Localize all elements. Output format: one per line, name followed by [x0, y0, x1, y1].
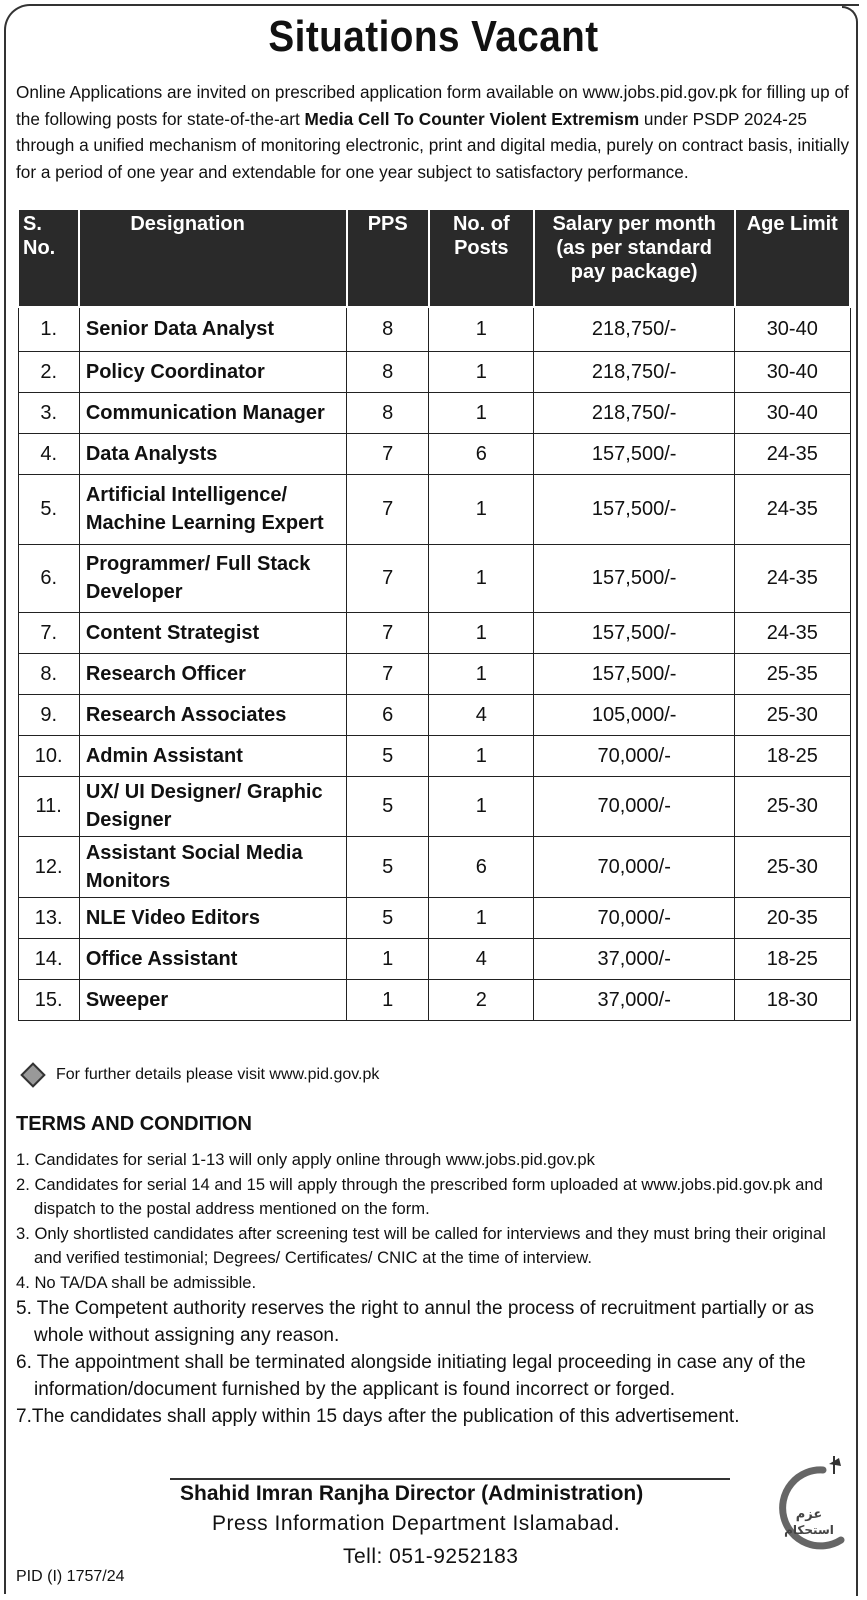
table-row [18, 938, 850, 979]
posts-cell: 1 [429, 735, 534, 776]
intro-text-2: under PSDP 2024-25 through a unified mechanism of monitoring electronic, print and digital media, purely on contract basis, initially for a period of one year and extendable for one year subject to satisfactory performance. [16, 108, 850, 182]
salary-cell: 157,500/- [534, 474, 735, 544]
pps-cell: 7 [347, 544, 429, 612]
age-limit-cell: 18-30 [735, 979, 850, 1020]
signatory-name: Shahid Imran Ranjha Director (Administration) [180, 1482, 644, 1505]
term-item: 5. The Competent authority reserves the right to annul the process of recruitment partially or as whole without assigning any reason. [16, 1298, 815, 1346]
designation-cell: Communication Manager [79, 392, 346, 433]
azm-e-istehkam-logo-icon [763, 1450, 849, 1570]
term-item: 3. Only shortlisted candidates after screening test will be called for interviews and they must bring their original and verified testimonial; Degrees/ Certificates/ CNIC at the time of interview. [16, 1223, 826, 1267]
table-row [18, 612, 850, 653]
designation-cell: Admin Assistant [79, 735, 346, 776]
pps-cell: 7 [347, 433, 429, 474]
header-pps: PPS [347, 210, 429, 307]
age-limit-cell: 24-35 [735, 433, 850, 474]
posts-cell: 6 [429, 836, 534, 897]
table-row [18, 307, 850, 351]
posts-cell: 1 [429, 612, 534, 653]
terms-list [16, 1148, 852, 1430]
designation-cell: UX/ UI Designer/ Graphic Designer [79, 776, 346, 836]
designation-cell: Artificial Intelligence/ Machine Learning Expert [79, 474, 346, 544]
pps-cell: 1 [347, 979, 429, 1020]
posts-cell: 1 [429, 776, 534, 836]
posts-cell: 1 [429, 544, 534, 612]
vacancies-table [17, 210, 851, 1021]
posts-cell: 1 [429, 474, 534, 544]
further-details-text: For further details please visit www.pid.gov.pk [56, 1066, 380, 1083]
posts-cell: 1 [429, 307, 534, 351]
salary-cell: 157,500/- [534, 612, 735, 653]
pps-cell: 7 [347, 474, 429, 544]
pps-cell: 5 [347, 897, 429, 938]
age-limit-cell: 30-40 [735, 351, 850, 392]
age-limit-cell: 18-25 [735, 735, 850, 776]
age-limit-cell: 25-30 [735, 694, 850, 735]
logo-text: عزم [795, 1507, 823, 1522]
table-row [18, 544, 850, 612]
diamond-bullet-icon [20, 1062, 45, 1087]
terms-heading: TERMS AND CONDITION [16, 1113, 252, 1135]
salary-cell: 70,000/- [534, 735, 735, 776]
posts-cell: 1 [429, 392, 534, 433]
header-salary: Salary per month (as per standard pay package) [534, 210, 735, 307]
table-row [18, 474, 850, 544]
header-designation: Designation [79, 210, 346, 307]
table-row [18, 694, 850, 735]
table-row [18, 836, 850, 897]
salary-cell: 218,750/- [534, 351, 735, 392]
svg-text:استحکام: استحکام [784, 1523, 834, 1537]
term-item: 7.The candidates shall apply within 15 days after the publication of this advertisement. [16, 1406, 740, 1427]
age-limit-cell: 24-35 [735, 612, 850, 653]
salary-cell: 70,000/- [534, 836, 735, 897]
designation-cell: Office Assistant [79, 938, 346, 979]
salary-cell: 37,000/- [534, 979, 735, 1020]
serial-number-cell: 8. [18, 653, 79, 694]
intro-text-1: Online Applications are invited on prescribed application form available on www.jobs.pid.gov.pk for filling up of the following posts for state-of-the-art [16, 82, 849, 129]
age-limit-cell: 30-40 [735, 307, 850, 351]
serial-number-cell: 1. [18, 307, 79, 351]
age-limit-cell: 25-30 [735, 776, 850, 836]
pps-cell: 7 [347, 612, 429, 653]
designation-cell: NLE Video Editors [79, 897, 346, 938]
age-limit-cell: 25-30 [735, 836, 850, 897]
pps-cell: 8 [347, 351, 429, 392]
page-title: Situations Vacant [268, 12, 599, 61]
designation-cell: Data Analysts [79, 433, 346, 474]
table-row [18, 735, 850, 776]
serial-number-cell: 7. [18, 612, 79, 653]
posts-cell: 6 [429, 433, 534, 474]
serial-number-cell: 5. [18, 474, 79, 544]
designation-cell: Assistant Social Media Monitors [79, 836, 346, 897]
header-sn: S. No. [18, 210, 79, 307]
age-limit-cell: 24-35 [735, 474, 850, 544]
pps-cell: 7 [347, 653, 429, 694]
table-row [18, 392, 850, 433]
pps-cell: 5 [347, 735, 429, 776]
serial-number-cell: 15. [18, 979, 79, 1020]
pps-cell: 5 [347, 776, 429, 836]
signature-divider [170, 1478, 730, 1480]
posts-cell: 1 [429, 653, 534, 694]
designation-cell: Policy Coordinator [79, 351, 346, 392]
posts-cell: 4 [429, 694, 534, 735]
term-item: 2. Candidates for serial 14 and 15 will apply through the prescribed form uploaded at www.jobs.pid.gov.pk and dispatch to the postal address mentioned on the form. [16, 1174, 823, 1218]
salary-cell: 157,500/- [534, 544, 735, 612]
posts-cell: 1 [429, 351, 534, 392]
salary-cell: 157,500/- [534, 653, 735, 694]
signatory-telephone: Tell: 051-9252183 [343, 1545, 519, 1568]
table-row [18, 776, 850, 836]
serial-number-cell: 3. [18, 392, 79, 433]
intro-bold-text: Media Cell To Counter Violent Extremism [304, 108, 640, 129]
pid-reference: PID (I) 1757/24 [16, 1568, 125, 1585]
term-item: 1. Candidates for serial 1-13 will only apply online through www.jobs.pid.gov.pk [16, 1150, 595, 1169]
signatory-department: Press Information Department Islamabad. [212, 1512, 621, 1535]
designation-cell: Research Associates [79, 694, 346, 735]
serial-number-cell: 2. [18, 351, 79, 392]
serial-number-cell: 11. [18, 776, 79, 836]
salary-cell: 70,000/- [534, 897, 735, 938]
salary-cell: 157,500/- [534, 433, 735, 474]
designation-cell: Research Officer [79, 653, 346, 694]
salary-cell: 105,000/- [534, 694, 735, 735]
age-limit-cell: 24-35 [735, 544, 850, 612]
designation-cell: Content Strategist [79, 612, 346, 653]
table-row [18, 979, 850, 1020]
age-limit-cell: 18-25 [735, 938, 850, 979]
table-header-row [18, 210, 850, 307]
serial-number-cell: 12. [18, 836, 79, 897]
table-row [18, 897, 850, 938]
serial-number-cell: 14. [18, 938, 79, 979]
designation-cell: Sweeper [79, 979, 346, 1020]
table-row [18, 351, 850, 392]
age-limit-cell: 20-35 [735, 897, 850, 938]
serial-number-cell: 13. [18, 897, 79, 938]
further-details-note [24, 1066, 379, 1084]
designation-cell: Programmer/ Full Stack Developer [79, 544, 346, 612]
age-limit-cell: 30-40 [735, 392, 850, 433]
pps-cell: 8 [347, 392, 429, 433]
age-limit-cell: 25-35 [735, 653, 850, 694]
header-posts: No. of Posts [429, 210, 534, 307]
header-age: Age Limit [735, 210, 850, 307]
intro-paragraph [16, 79, 852, 185]
posts-cell: 1 [429, 897, 534, 938]
serial-number-cell: 4. [18, 433, 79, 474]
pps-cell: 8 [347, 307, 429, 351]
designation-cell: Senior Data Analyst [79, 307, 346, 351]
pps-cell: 1 [347, 938, 429, 979]
posts-cell: 2 [429, 979, 534, 1020]
table-row [18, 653, 850, 694]
salary-cell: 218,750/- [534, 307, 735, 351]
salary-cell: 70,000/- [534, 776, 735, 836]
serial-number-cell: 10. [18, 735, 79, 776]
pps-cell: 5 [347, 836, 429, 897]
serial-number-cell: 6. [18, 544, 79, 612]
table-row [18, 433, 850, 474]
posts-cell: 4 [429, 938, 534, 979]
serial-number-cell: 9. [18, 694, 79, 735]
term-item: 4. No TA/DA shall be admissible. [16, 1272, 257, 1292]
term-item: 6. The appointment shall be terminated alongside initiating legal proceeding in case any of the information/document furnished by the applicant is found incorrect or forged. [16, 1352, 806, 1400]
salary-cell: 218,750/- [534, 392, 735, 433]
pps-cell: 6 [347, 694, 429, 735]
salary-cell: 37,000/- [534, 938, 735, 979]
